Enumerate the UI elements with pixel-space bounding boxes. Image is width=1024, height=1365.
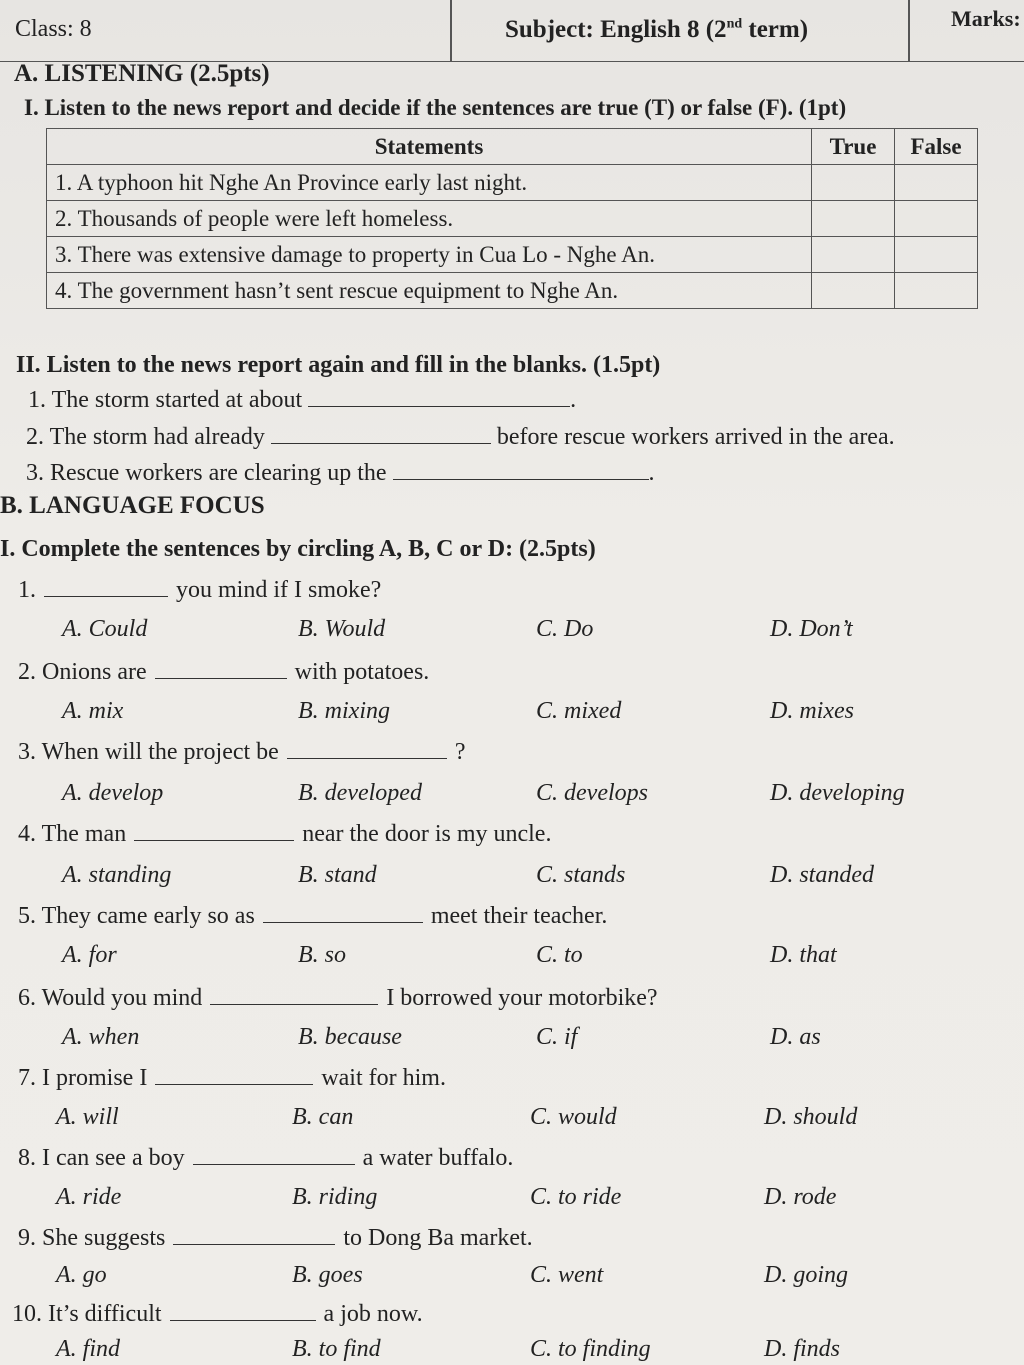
table-row (47, 201, 978, 237)
table-row (47, 165, 978, 201)
question-5-blank[interactable] (263, 902, 423, 923)
question-6-option-b[interactable]: B. because (298, 1024, 402, 1050)
question-8-blank[interactable] (193, 1144, 355, 1165)
question-6-option-d[interactable]: D. as (770, 1024, 821, 1050)
question-1-text-before: 1. (18, 577, 36, 603)
col-true: True (812, 129, 895, 165)
subject-label: Subject: English 8 (2nd term) (505, 16, 809, 43)
question-4-stem (18, 820, 551, 848)
table-header-row (47, 129, 978, 165)
blank-3[interactable] (393, 459, 649, 480)
question-6-option-c[interactable]: C. if (536, 1024, 578, 1050)
fill-item-3: 3. Rescue workers are clearing up the . (26, 460, 655, 486)
blank-2[interactable] (271, 423, 491, 444)
question-3-text-after: ? (454, 739, 466, 765)
question-4-text-after: near the door is my uncle. (302, 821, 552, 847)
col-false: False (895, 129, 978, 165)
true-box-4[interactable] (812, 273, 895, 309)
question-7-stem (18, 1064, 446, 1092)
question-10-blank[interactable] (170, 1300, 316, 1321)
question-10-text-after: a job now. (323, 1301, 423, 1327)
question-5-option-a[interactable]: A. for (62, 942, 117, 968)
section-a-title: A. LISTENING (2.5pts) (14, 60, 270, 87)
question-3-blank[interactable] (287, 738, 447, 759)
question-5-stem (18, 902, 607, 930)
question-10-option-c[interactable]: C. to finding (530, 1336, 651, 1362)
task-a2-title: II. Listen to the news report again and fill in the blanks. (1.5pt) (16, 352, 661, 378)
question-6-text-before: 6. Would you mind (18, 985, 203, 1011)
marks-cell (908, 0, 1024, 62)
question-3-option-a[interactable]: A. develop (62, 780, 164, 806)
question-1-blank[interactable] (44, 576, 168, 597)
question-6-stem (18, 984, 658, 1012)
question-4-option-d[interactable]: D. standed (770, 862, 874, 888)
question-1-option-d[interactable]: D. Don’t (770, 616, 853, 642)
question-1-option-b[interactable]: B. Would (298, 616, 386, 642)
question-8-option-c[interactable]: C. to ride (530, 1184, 622, 1210)
question-9-text-after: to Dong Ba market. (343, 1225, 533, 1251)
question-1-stem (18, 576, 381, 604)
question-6-blank[interactable] (210, 984, 378, 1005)
question-7-option-c[interactable]: C. would (530, 1104, 617, 1130)
question-4-option-b[interactable]: B. stand (298, 862, 377, 888)
question-3-option-b[interactable]: B. developed (298, 780, 422, 806)
question-5-text-before: 5. They came early so as (18, 903, 255, 929)
question-1-option-c[interactable]: C. Do (536, 616, 594, 642)
statement-4: 4. The government hasn’t sent rescue equipment to Nghe An. (47, 273, 812, 309)
question-9-option-b[interactable]: B. goes (292, 1262, 363, 1288)
question-8-text-before: 8. I can see a boy (18, 1145, 185, 1171)
header-table (0, 0, 1024, 68)
subject-cell (450, 0, 910, 62)
section-b-title: B. LANGUAGE FOCUS (0, 492, 265, 519)
question-9-stem (18, 1224, 533, 1252)
class-cell (0, 0, 452, 62)
question-7-option-a[interactable]: A. will (56, 1104, 119, 1130)
question-3-stem (18, 738, 465, 766)
table-row (47, 273, 978, 309)
question-8-stem (18, 1144, 513, 1172)
question-2-stem (18, 658, 429, 686)
false-box-3[interactable] (895, 237, 978, 273)
question-5-text-after: meet their teacher. (430, 903, 608, 929)
question-10-option-d[interactable]: D. finds (764, 1336, 841, 1362)
question-4-option-a[interactable]: A. standing (62, 862, 172, 888)
question-9-option-a[interactable]: A. go (56, 1262, 107, 1288)
question-7-blank[interactable] (155, 1064, 313, 1085)
question-9-text-before: 9. She suggests (18, 1225, 166, 1251)
question-9-option-c[interactable]: C. went (530, 1262, 604, 1288)
true-box-3[interactable] (812, 237, 895, 273)
col-statements: Statements (47, 129, 812, 165)
fill-item-2: 2. The storm had already before rescue workers arrived in the area. (26, 424, 895, 450)
question-9-blank[interactable] (173, 1224, 335, 1245)
question-2-option-a[interactable]: A. mix (62, 698, 124, 724)
true-box-1[interactable] (812, 165, 895, 201)
question-5-option-d[interactable]: D. that (770, 942, 837, 968)
question-4-option-c[interactable]: C. stands (536, 862, 626, 888)
question-10-option-b[interactable]: B. to find (292, 1336, 381, 1362)
class-label: Class: 8 (15, 16, 92, 42)
marks-label: Marks: (951, 6, 1021, 31)
question-10-option-a[interactable]: A. find (56, 1336, 120, 1362)
question-6-option-a[interactable]: A. when (62, 1024, 140, 1050)
question-10-stem (12, 1300, 423, 1328)
question-2-blank[interactable] (155, 658, 287, 679)
question-1-text-after: you mind if I smoke? (176, 577, 382, 603)
question-10-text-before: 10. It’s difficult (12, 1301, 162, 1327)
question-2-option-b[interactable]: B. mixing (298, 698, 390, 724)
question-7-option-d[interactable]: D. should (764, 1104, 858, 1130)
question-5-option-c[interactable]: C. to (536, 942, 583, 968)
table-row (47, 237, 978, 273)
question-7-text-before: 7. I promise I (18, 1065, 148, 1091)
question-8-option-b[interactable]: B. riding (292, 1184, 378, 1210)
question-2-text-before: 2. Onions are (18, 659, 147, 685)
question-8-option-a[interactable]: A. ride (56, 1184, 122, 1210)
statement-2: 2. Thousands of people were left homeless. (47, 201, 812, 237)
question-3-text-before: 3. When will the project be (18, 739, 279, 765)
question-4-text-before: 4. The man (18, 821, 127, 847)
question-5-option-b[interactable]: B. so (298, 942, 346, 968)
question-2-text-after: with potatoes. (294, 659, 430, 685)
false-box-4[interactable] (895, 273, 978, 309)
true-box-2[interactable] (812, 201, 895, 237)
false-box-1[interactable] (895, 165, 978, 201)
question-8-option-d[interactable]: D. rode (764, 1184, 837, 1210)
question-2-option-d[interactable]: D. mixes (770, 698, 854, 724)
true-false-table (46, 128, 978, 309)
false-box-2[interactable] (895, 201, 978, 237)
question-1-option-a[interactable]: A. Could (62, 616, 148, 642)
question-2-option-c[interactable]: C. mixed (536, 698, 622, 724)
question-4-blank[interactable] (134, 820, 294, 841)
task-a1-title: I. Listen to the news report and decide if the sentences are true (T) or false (F). (1pt) (24, 95, 847, 120)
question-6-text-after: I borrowed your motorbike? (386, 985, 658, 1011)
statement-3: 3. There was extensive damage to property in Cua Lo - Nghe An. (47, 237, 812, 273)
question-9-option-d[interactable]: D. going (764, 1262, 848, 1288)
question-3-option-c[interactable]: C. develops (536, 780, 648, 806)
question-8-text-after: a water buffalo. (362, 1145, 514, 1171)
statement-1: 1. A typhoon hit Nghe An Province early last night. (47, 165, 812, 201)
fill-item-1: 1. The storm started at about . (28, 387, 577, 413)
blank-1[interactable] (308, 386, 570, 407)
task-b1-title: I. Complete the sentences by circling A, B, C or D: (2.5pts) (0, 536, 596, 562)
question-7-option-b[interactable]: B. can (292, 1104, 354, 1130)
question-3-option-d[interactable]: D. developing (770, 780, 905, 806)
question-7-text-after: wait for him. (321, 1065, 446, 1091)
